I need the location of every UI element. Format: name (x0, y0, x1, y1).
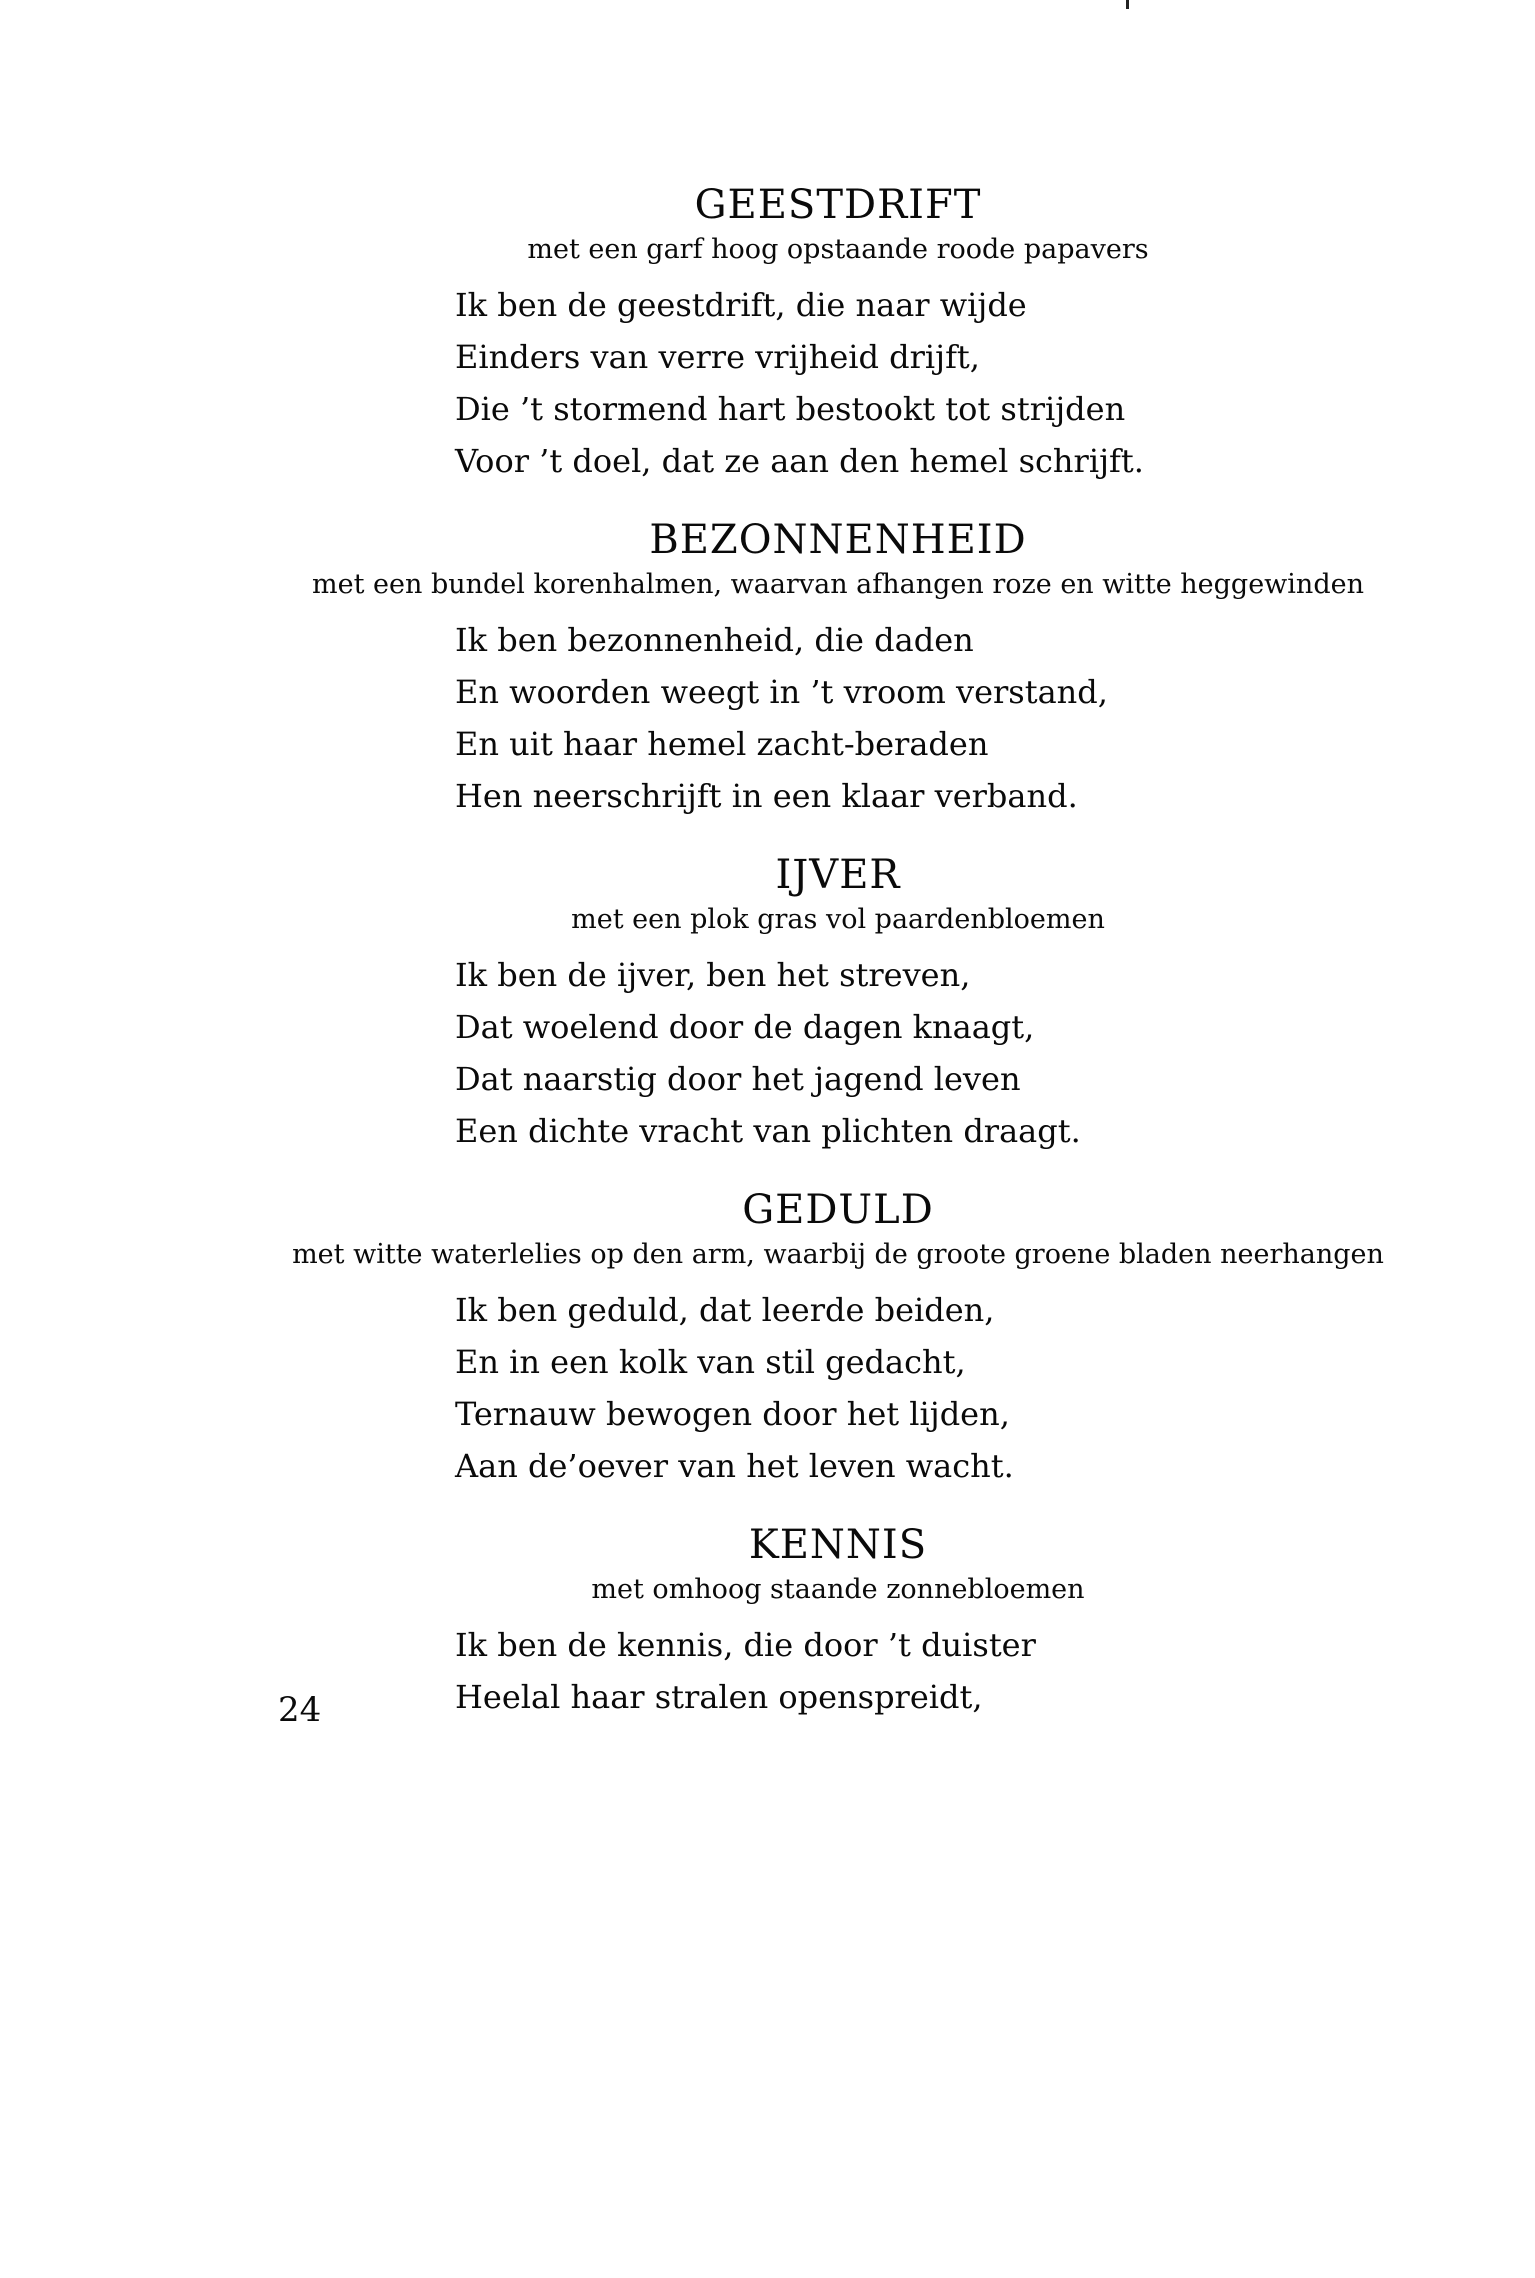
page-number: 24 (278, 1690, 322, 1730)
poem-subtitle: met een garf hoog opstaande roode papavers (527, 234, 1149, 265)
stanza-line: Die ’t stormend hart bestookt tot strijden (455, 390, 1126, 428)
stanza-line: Ik ben de ijver, ben het streven, (455, 956, 971, 994)
stanza-line: Ik ben bezonnenheid, die daden (455, 621, 974, 659)
page-content (160, 0, 1516, 1754)
stanza-line: Ternauw bewogen door het lijden, (455, 1395, 1010, 1433)
poem-section-kennis (160, 1523, 1516, 1723)
stanza-line: Ik ben de geestdrift, die naar wijde (455, 286, 1027, 324)
stanza (160, 279, 1516, 487)
stanza-line: Dat naarstig door het jagend leven (455, 1060, 1021, 1098)
stanza (160, 1284, 1516, 1492)
stanza-line: Een dichte vracht van plichten draagt. (455, 1112, 1081, 1150)
stanza (160, 1619, 1516, 1723)
poem-subtitle: met een bundel korenhalmen, waarvan afhangen roze en witte heggewinden (312, 569, 1364, 600)
stanza-line: Hen neerschrijft in een klaar verband. (455, 777, 1078, 815)
stanza-line: En in een kolk van stil gedacht, (455, 1343, 966, 1381)
stanza (160, 614, 1516, 822)
poem-section-geestdrift (160, 183, 1516, 487)
poem-subtitle: met een plok gras vol paardenbloemen (571, 904, 1105, 935)
stanza-line: Voor ’t doel, dat ze aan den hemel schrijft. (455, 442, 1144, 480)
stanza (160, 949, 1516, 1157)
poem-title: GEDULD (742, 1187, 934, 1233)
stanza-line: Ik ben geduld, dat leerde beiden, (455, 1291, 995, 1329)
poem-title: GEESTDRIFT (694, 182, 982, 228)
poem-title: BEZONNENHEID (649, 517, 1027, 563)
stanza-line: En woorden weegt in ’t vroom verstand, (455, 673, 1108, 711)
stanza-line: Dat woelend door de dagen knaagt, (455, 1008, 1035, 1046)
poem-subtitle: met omhoog staande zonnebloemen (591, 1574, 1085, 1605)
poem-section-bezonnenheid (160, 518, 1516, 822)
stanza-line: Ik ben de kennis, die door ’t duister (455, 1626, 1036, 1664)
stanza-line: Heelal haar stralen openspreidt, (455, 1678, 983, 1716)
stanza-line: En uit haar hemel zacht-beraden (455, 725, 989, 763)
poem-section-ijver (160, 853, 1516, 1157)
poem-title: IJVER (775, 852, 901, 898)
poem-section-geduld (160, 1188, 1516, 1492)
poem-title: KENNIS (748, 1522, 928, 1568)
stanza-line: Aan de’oever van het leven wacht. (455, 1447, 1014, 1485)
poem-subtitle: met witte waterlelies op den arm, waarbij de groote groene bladen neerhangen (292, 1239, 1384, 1270)
stanza-line: Einders van verre vrijheid drijft, (455, 338, 980, 376)
